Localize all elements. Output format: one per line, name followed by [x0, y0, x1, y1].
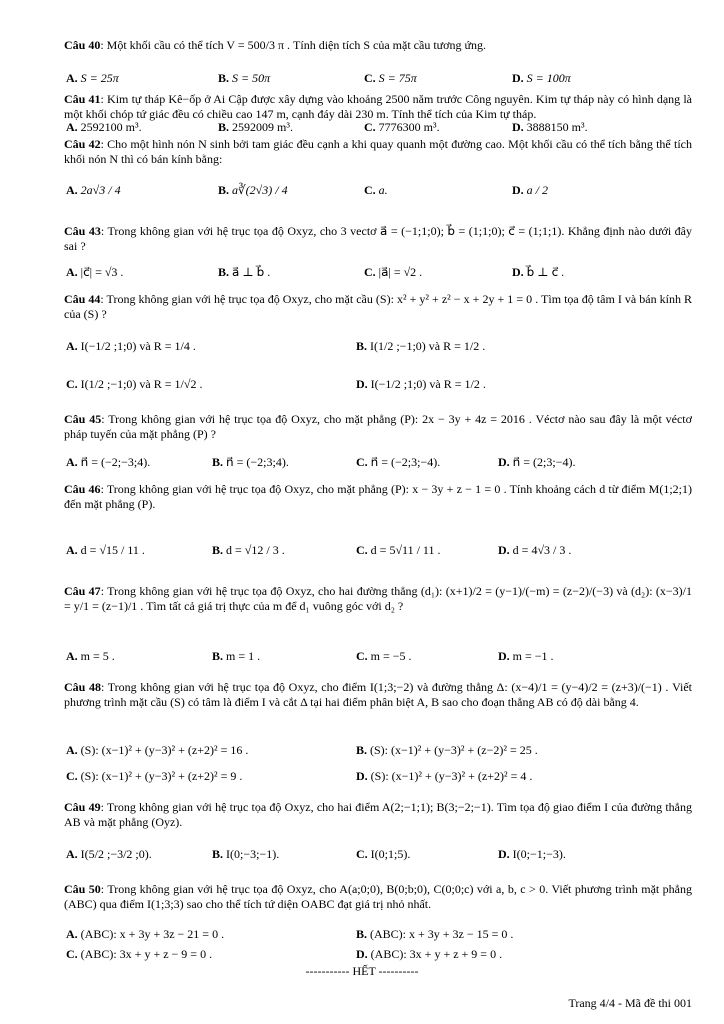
- options-row: [66, 374, 692, 394]
- options-row: [66, 924, 692, 944]
- options-row: [66, 766, 692, 786]
- option-a[interactable]: A. (S): (x−1)² + (y−3)² + (z+2)² = 16 .: [66, 743, 249, 757]
- question-46: [64, 482, 692, 512]
- option-d[interactable]: D. n⃗ = (2;3;−4).: [498, 455, 576, 469]
- option-c[interactable]: C. m = −5 .: [356, 649, 412, 663]
- options-row: [66, 180, 692, 200]
- option-c[interactable]: C. |a⃗| = √2 .: [364, 265, 423, 279]
- question-45: [64, 412, 692, 442]
- option-a[interactable]: A. m = 5 .: [66, 649, 115, 663]
- option-b[interactable]: B. (ABC): x + 3y + 3z − 15 = 0 .: [356, 927, 514, 941]
- question-47: [64, 584, 692, 614]
- option-a[interactable]: A. d = √15 / 11 .: [66, 543, 145, 557]
- question-49: [64, 800, 692, 830]
- option-b[interactable]: B. a∛(2√3) / 4: [218, 183, 288, 197]
- option-d[interactable]: D. b⃗ ⊥ c⃗ .: [512, 265, 565, 279]
- options-row: [66, 740, 692, 760]
- options-row: [66, 262, 692, 282]
- option-b[interactable]: B. 2592009 m³.: [218, 120, 293, 134]
- option-c[interactable]: C. (ABC): 3x + y + z − 9 = 0 .: [66, 947, 213, 961]
- question-text: Câu 49: Trong không gian với hệ trục tọa độ Oxyz, cho hai điểm A(2;−1;1); B(3;−2;−1). Tìm tọa độ giao điểm I của đường thẳng AB và mặt phẳng (Oyz).: [64, 800, 692, 829]
- options-row: [66, 944, 692, 964]
- option-a[interactable]: A. S = 25π: [66, 71, 119, 85]
- question-44: [64, 292, 692, 322]
- option-d[interactable]: D. (ABC): 3x + y + z + 9 = 0 .: [356, 947, 503, 961]
- question-48: [64, 680, 692, 710]
- option-d[interactable]: D. m = −1 .: [498, 649, 554, 663]
- option-c[interactable]: C. n⃗ = (−2;3;−4).: [356, 455, 441, 469]
- option-c[interactable]: C. a.: [364, 183, 388, 197]
- question-50: [64, 882, 692, 912]
- option-a[interactable]: A. 2592100 m³.: [66, 120, 142, 134]
- option-c[interactable]: C. (S): (x−1)² + (y−3)² + (z+2)² = 9 .: [66, 769, 243, 783]
- option-c[interactable]: C. I(0;1;5).: [356, 847, 411, 861]
- option-b[interactable]: B. I(0;−3;−1).: [212, 847, 280, 861]
- option-b[interactable]: B. a⃗ ⊥ b⃗ .: [218, 265, 271, 279]
- question-text: Câu 43: Trong không gian với hệ trục tọa độ Oxyz, cho 3 vectơ a⃗ = (−1;1;0); b⃗ = (1;1;0); c⃗ = (1;1;1). Khẳng định nào dưới đây sai ?: [64, 224, 692, 253]
- options-row: [66, 452, 692, 472]
- question-text: Câu 48: Trong không gian với hệ trục tọa độ Oxyz, cho điểm I(1;3;−2) và đường thẳng Δ: (x−4)/1 = (y−4)/2 = (z+3)/(−1) . Viết phương trình mặt cầu (S) có tâm là điểm I và cắt Δ tại hai điểm phân biệt A, B sao cho đoạn thẳng AB có độ dài bằng 4.: [64, 680, 693, 709]
- option-c[interactable]: C. 7776300 m³.: [364, 120, 440, 134]
- option-a[interactable]: A. (ABC): x + 3y + 3z − 21 = 0 .: [66, 927, 225, 941]
- option-d[interactable]: D. a / 2: [512, 183, 549, 197]
- option-d[interactable]: D. (S): (x−1)² + (y−3)² + (z+2)² = 4 .: [356, 769, 533, 783]
- option-b[interactable]: B. (S): (x−1)² + (y−3)² + (z−2)² = 25 .: [356, 743, 538, 757]
- options-row: [66, 646, 692, 666]
- question-text: Câu 45: Trong không gian với hệ trục tọa độ Oxyz, cho mặt phẳng (P): 2x − 3y + 4z = 2016 . Véctơ nào sau đây là một véctơ pháp tuyến của mặt phẳng (P) ?: [64, 412, 692, 441]
- option-d[interactable]: D. 3888150 m³.: [512, 120, 588, 134]
- option-b[interactable]: B. m = 1 .: [212, 649, 261, 663]
- question-text: Câu 46: Trong không gian với hệ trục tọa độ Oxyz, cho mặt phẳng (P): x − 3y + z − 1 = 0 . Tính khoảng cách d từ điểm M(1;2;1) đến mặt phẳng (P).: [64, 482, 693, 511]
- option-a[interactable]: A. n⃗ = (−2;−3;4).: [66, 455, 151, 469]
- options-row: [66, 117, 692, 137]
- option-b[interactable]: B. d = √12 / 3 .: [212, 543, 285, 557]
- option-c[interactable]: C. I(1/2 ;−1;0) và R = 1/√2 .: [66, 377, 203, 391]
- option-a[interactable]: A. 2a√3 / 4: [66, 183, 121, 197]
- option-b[interactable]: B. I(1/2 ;−1;0) và R = 1/2 .: [356, 339, 486, 353]
- options-row: [66, 68, 692, 88]
- question-text: Câu 42: Cho một hình nón N sinh bởi tam giác đều cạnh a khi quay quanh một đường cao. Một khối cầu có thể tích bằng thể tích khối nón N thì có bán kính bằng:: [64, 137, 692, 166]
- option-c[interactable]: C. d = 5√11 / 11 .: [356, 543, 441, 557]
- question-text: Câu 41: Kim tự tháp Kê−ốp ở Ai Cập được xây dựng vào khoảng 2500 năm trước Công nguyên. Kim tự tháp này có hình dạng là một khối chóp tứ giác đều có chiều cao 147 m, cạnh đáy dài 230 m. Tính thể tích của Kim tự tháp.: [64, 92, 692, 121]
- option-a[interactable]: A. |c⃗| = √3 .: [66, 265, 124, 279]
- option-d[interactable]: D. S = 100π: [512, 71, 571, 85]
- question-text: Câu 44: Trong không gian với hệ trục tọa độ Oxyz, cho mặt cầu (S): x² + y² + z² − x + 2y + 1 = 0 . Tìm tọa độ tâm I và bán kính R của (S) ?: [64, 292, 692, 321]
- option-d[interactable]: D. I(−1/2 ;1;0) và R = 1/2 .: [356, 377, 486, 391]
- page-number: Trang 4/4 - Mã đề thi 001: [568, 996, 692, 1010]
- option-c[interactable]: C. S = 75π: [364, 71, 417, 85]
- option-a[interactable]: A. I(−1/2 ;1;0) và R = 1/4 .: [66, 339, 196, 353]
- option-a[interactable]: A. I(5/2 ;−3/2 ;0).: [66, 847, 152, 861]
- question-43: [64, 224, 692, 254]
- option-b[interactable]: B. n⃗ = (−2;3;4).: [212, 455, 289, 469]
- option-b[interactable]: B. S = 50π: [218, 71, 271, 85]
- end-of-exam-mark: ----------- HẾT ----------: [305, 964, 419, 978]
- question-text: Câu 47: Trong không gian với hệ trục tọa độ Oxyz, cho hai đường thẳng (d₁): (x+1)/2 = (y−1)/(−m) = (z−2)/(−3) và (d₂): (x−3)/1 = y/1 = (z−1)/1 . Tìm tất cả giá trị thực của m để d₁ vuông góc với d₂ ?: [64, 584, 692, 613]
- question-42: [64, 137, 692, 167]
- options-row: [66, 540, 692, 560]
- options-row: [66, 844, 692, 864]
- options-row: [66, 336, 692, 356]
- question-text: Câu 50: Trong không gian với hệ trục tọa độ Oxyz, cho A(a;0;0), B(0;b;0), C(0;0;c) với a, b, c > 0. Viết phương trình mặt phẳng (ABC) qua điểm I(1;3;3) sao cho thể tích tứ diện OABC đạt giá trị nhỏ nhất.: [64, 882, 692, 911]
- option-d[interactable]: D. d = 4√3 / 3 .: [498, 543, 572, 557]
- option-d[interactable]: D. I(0;−1;−3).: [498, 847, 566, 861]
- question-40: [64, 38, 692, 53]
- question-text: Câu 40: Một khối cầu có thể tích V = 500/3 π . Tính diện tích S của mặt cầu tương ứng.: [64, 38, 487, 52]
